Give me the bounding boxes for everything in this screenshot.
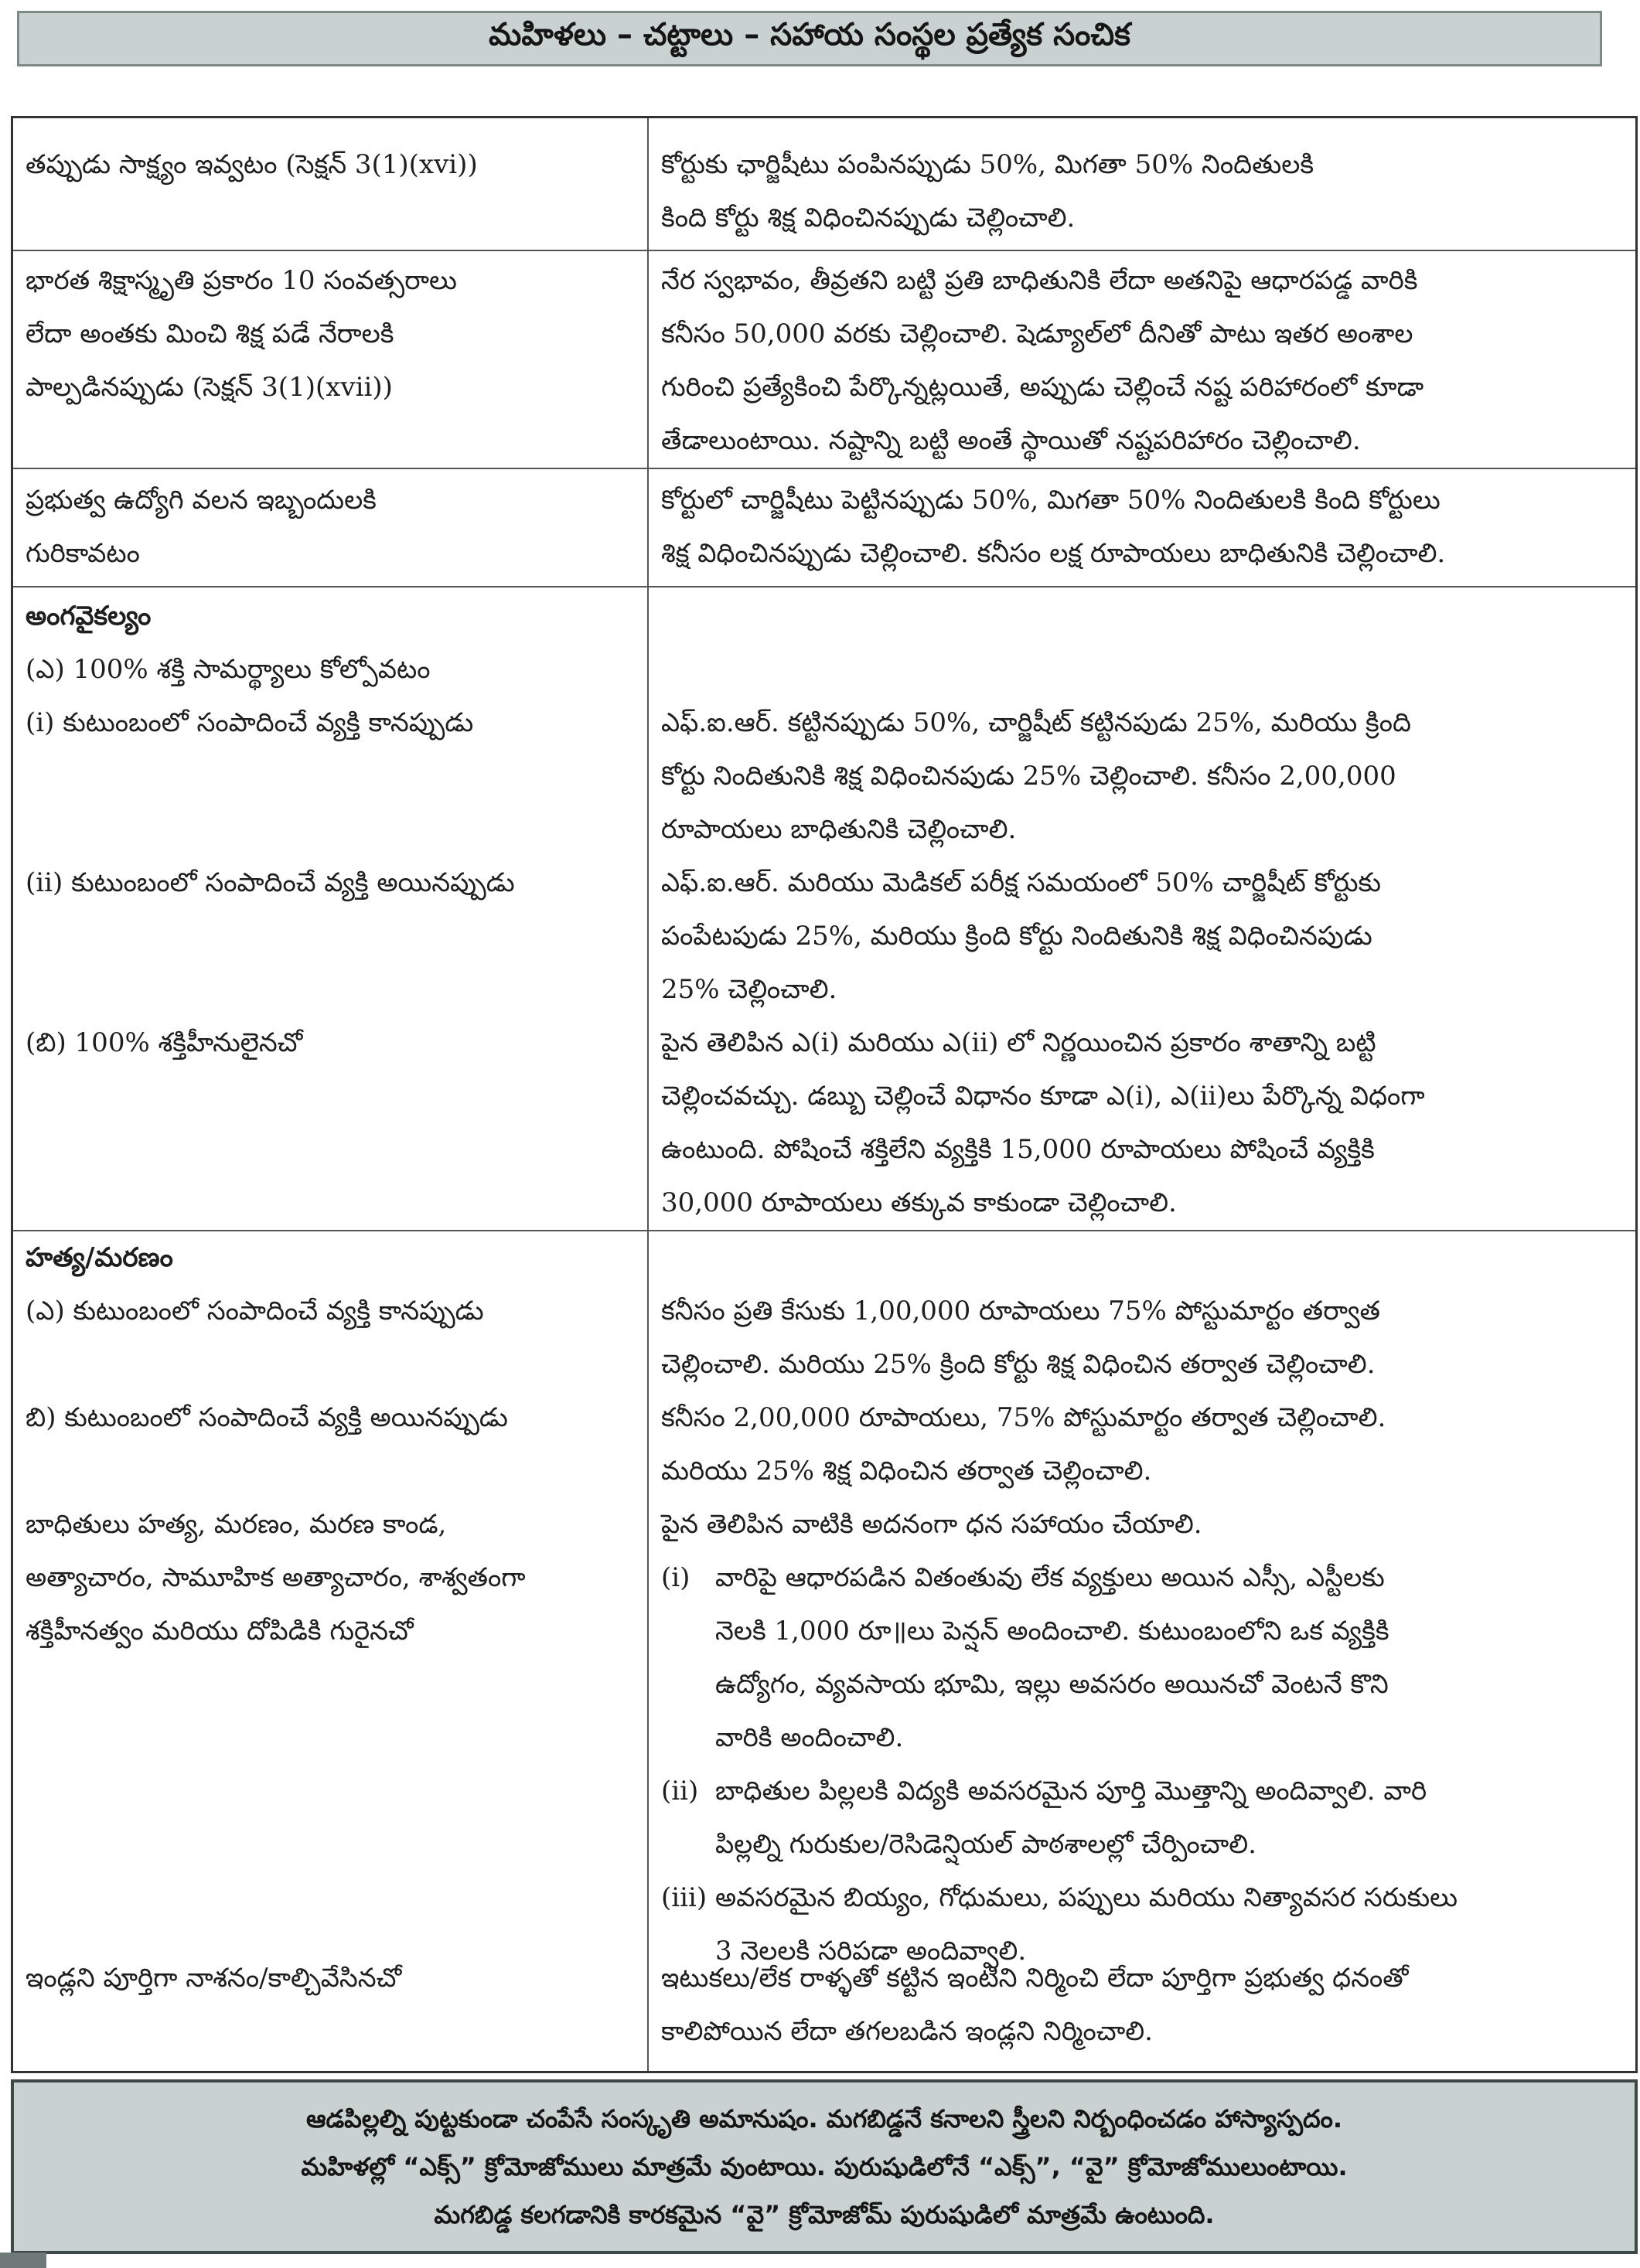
item-text-line: చెల్లించాలి. మరియు 25% క్రింది కోర్టు శిక్ష విధించిన తర్వాత చెల్లించాలి. <box>661 1349 1376 1380</box>
sub-item-line: వారికి అందించాలి. <box>715 1722 904 1753</box>
item-text-line: రూపాయలు బాధితునికి చెల్లించాలి. <box>661 814 1017 845</box>
sub-item-label: (ii) <box>661 1776 699 1807</box>
row-2-right <box>661 254 1628 468</box>
row-3-right-line: శిక్ష విధించినప్పుడు చెల్లించాలి. కనీసం లక్ష రూపాయలు బాధితునికి చెల్లించాలి. <box>661 538 1446 569</box>
section-heading-disability: అంగవైకల్యం <box>26 601 152 632</box>
row-1-right-line: కోర్టుకు ఛార్జిషీటు పంపినప్పుడు 50%, మిగతా 50% నిందితులకి <box>661 149 1314 180</box>
notice-box <box>11 2079 1638 2254</box>
item-label-line: బాధితులు హత్య, మరణం, మరణ కాండ, <box>26 1509 447 1540</box>
item-text-line: కాలిపోయిన లేదా తగలబడిన ఇండ్లని నిర్మించాలి. <box>661 2016 1153 2047</box>
page-title: మహిళలు – చట్టాలు – సహాయ సంస్థల ప్రత్యేక సంచిక <box>489 17 1130 53</box>
row-2-right-line: గురించి ప్రత్యేకించి పేర్కొన్నట్లయితే, అప్పుడు చెల్లించే నష్ట పరిహారంలో కూడా <box>661 372 1424 403</box>
row-separator <box>13 250 1635 251</box>
item-text-line: ఎఫ్.ఐ.ఆర్. కట్టినప్పుడు 50%, చార్జిషీట్ కట్టినపుడు 25%, మరియు క్రింది <box>661 707 1412 738</box>
notice-line: మగబిడ్డ కలగడానికి కారకమైన “వై” క్రోమోజోమ్ పురుషుడిలో మాత్రమే ఉంటుంది. <box>434 2200 1215 2229</box>
sub-item-line: బాధితుల పిల్లలకి విద్యకి అవసరమైన పూర్తి మొత్తాన్ని అందివ్వాలి. వారి <box>715 1776 1427 1807</box>
item-label: (ii) కుటుంబంలో సంపాదించే వ్యక్తి అయినప్పుడు <box>26 867 515 898</box>
notice-line: మహిళల్లో “ఎక్స్” క్రోమోజోములు మాత్రమే వుంటాయి. పురుషుడిలోనే “ఎక్స్”, “వై” క్రోమోజోములుంటాయి. <box>301 2152 1348 2181</box>
section-heading-death: హత్య/మరణం <box>26 1242 173 1273</box>
item-text-line: 30,000 రూపాయలు తక్కువ కాకుండా చెల్లించాలి. <box>661 1187 1177 1218</box>
row-3-left-line: గురికావటం <box>26 538 140 569</box>
row-5-left-b <box>26 1391 636 1445</box>
item-label: (i) కుటుంబంలో సంపాదించే వ్యక్తి కానప్పుడు <box>26 707 474 738</box>
item-intro: పైన తెలిపిన వాటికి అదనంగా ధన సహాయం చేయాలి. <box>661 1509 1202 1540</box>
row-3-left <box>26 474 636 581</box>
row-5-right-b <box>661 1391 1628 1498</box>
row-1-right-line: కింది కోర్టు శిక్ష విధించినప్పుడు చెల్లించాలి. <box>661 203 1076 233</box>
item-text-line: కనీసం 2,00,000 రూపాయలు, 75% పోస్టుమార్టం తర్వాత చెల్లించాలి. <box>661 1402 1386 1433</box>
sub-item-label: (iii) <box>661 1882 707 1913</box>
sub-item-line: పిల్లల్ని గురుకుల/రెసిడెన్షియల్ పాఠశాలల్లో చేర్పించాలి. <box>715 1829 1256 1860</box>
sub-item-i <box>661 1551 1628 1765</box>
row-2-right-line: తేడాలుంటాయి. నష్టాన్ని బట్టి అంతే స్థాయితో నష్టపరిహారం చెల్లించాలి. <box>661 425 1361 456</box>
item-text-line: చెల్లించవచ్చు. డబ్బు చెల్లించే విధానం కూడా ఎ(i), ఎ(ii)లు పేర్కొన్న విధంగా <box>661 1081 1425 1112</box>
sub-item-line: ఉద్యోగం, వ్యవసాయ భూమి, ఇల్లు అవసరం అయినచో వెంటనే కొని <box>715 1669 1389 1700</box>
item-label-line: శక్తిహీనత్వం మరియు దోపిడికి గురైనచో <box>26 1616 414 1647</box>
item-text-line: కనీసం ప్రతి కేసుకు 1,00,000 రూపాయలు 75% పోస్టుమార్టం తర్వాత <box>661 1296 1380 1326</box>
row-1-left <box>26 138 636 192</box>
item-text-line: ఇటుకలు/లేక రాళ్ళతో కట్టిన ఇంటిని నిర్మించి లేదా పూర్తిగా ప్రభుత్వ ధనంతో <box>661 1963 1409 1994</box>
row-2-left-line: పాల్పడినప్పుడు (సెక్షన్ 3(1)(xvii)) <box>26 372 393 403</box>
row-3-right <box>661 474 1628 581</box>
column-divider <box>647 118 649 2071</box>
item-text-line: కోర్టు నిందితునికి శిక్ష విధించినపుడు 25% చెల్లించాలి. కనీసం 2,00,000 <box>661 761 1396 792</box>
row-4-right-b <box>661 856 1628 1017</box>
row-1-left-line: తప్పుడు సాక్ష్యం ఇవ్వటం (సెక్షన్ 3(1)(xvi)) <box>26 149 478 180</box>
row-2-left <box>26 254 636 414</box>
item-text-line: ఉంటుంది. పోషించే శక్తిలేని వ్యక్తికి 15,000 రూపాయలు పోషించే వ్యక్తికి <box>661 1134 1375 1165</box>
compensation-table <box>11 116 1638 2073</box>
row-1-right <box>661 138 1628 245</box>
page-corner-marker <box>0 2253 46 2268</box>
sub-item-label: (i) <box>661 1562 690 1593</box>
sub-item-line: అవసరమైన బియ్యం, గోధుమలు, పప్పులు మరియు నిత్యావసర సరుకులు <box>715 1882 1458 1913</box>
row-5-left-d <box>26 1952 636 2005</box>
sub-item-line: 3 నెలలకి సరిపడా అందివ్వాలి. <box>715 1936 1027 1967</box>
row-3-right-line: కోర్టులో చార్జిషీటు పెట్టినప్పుడు 50%, మిగతా 50% నిందితులకి కింది కోర్టులు <box>661 485 1441 516</box>
row-5-left <box>26 1231 636 1338</box>
row-2-right-line: నేర స్వభావం, తీవ్రతని బట్టి ప్రతి బాధితునికి లేదా అతనిపై ఆధారపడ్డ వారికి <box>661 265 1418 296</box>
row-4-right-a <box>661 696 1628 856</box>
row-5-left-c <box>26 1498 636 1658</box>
item-text-line: 25% చెల్లించాలి. <box>661 974 837 1005</box>
sub-heading: (ఎ) 100% శక్తి సామర్థ్యాలు కోల్పోవటం <box>26 654 431 685</box>
notice-line: ఆడపిల్లల్ని పుట్టకుండా చంపేసే సంస్కృతి అమానుషం. మగబిడ్డనే కనాలని స్త్రీలని నిర్బంధించడం హాస్యాస్పదం. <box>305 2104 1343 2133</box>
item-text-line: మరియు 25% శిక్ష విధించిన తర్వాత చెల్లించాలి. <box>661 1456 1152 1486</box>
row-5-right-c <box>661 1498 1628 1978</box>
row-2-right-line: కనీసం 50,000 వరకు చెల్లించాలి. షెడ్యూల్‌లో దీనితో పాటు ఇతర అంశాల <box>661 318 1413 349</box>
sub-item-line: నెలకి 1,000 రూ॥లు పెన్షన్ అందించాలి. కుటుంబంలోని ఒక వ్యక్తికి <box>715 1616 1389 1647</box>
sub-item-line: వారిపై ఆధారపడిన వితంతువు లేక వ్యక్తులు అయిన ఎస్సీ, ఎస్టీలకు <box>715 1562 1385 1593</box>
row-4-left-b <box>26 856 636 910</box>
item-label: (బి) 100% శక్తిహీనులైనచో <box>26 1027 303 1058</box>
row-2-left-line: లేదా అంతకు మించి శిక్ష పడే నేరాలకి <box>26 318 394 349</box>
item-label: (ఎ) కుటుంబంలో సంపాదించే వ్యక్తి కానప్పుడు <box>26 1296 484 1326</box>
row-separator <box>13 586 1635 587</box>
row-5-right-a <box>661 1285 1628 1391</box>
row-3-left-line: ప్రభుత్వ ఉద్యోగి వలన ఇబ్బందులకి <box>26 485 377 516</box>
item-text-line: పంపేటపుడు 25%, మరియు క్రింది కోర్టు నిందితునికి శిక్ష విధించినపుడు <box>661 921 1372 952</box>
sub-item-ii <box>661 1765 1628 1871</box>
item-text-line: పైన తెలిపిన ఎ(i) మరియు ఎ(ii) లో నిర్ణయించిన ప్రకారం శాతాన్ని బట్టి <box>661 1027 1376 1058</box>
item-label-line: అత్యాచారం, సామూహిక అత్యాచారం, శాశ్వతంగా <box>26 1562 526 1593</box>
row-4-left <box>26 590 636 750</box>
row-4-left-c <box>26 1017 636 1070</box>
item-text-line: ఎఫ్.ఐ.ఆర్. మరియు మెడికల్ పరీక్ష సమయంలో 50% చార్జిషీట్ కోర్టుకు <box>661 867 1381 898</box>
row-5-right-d <box>661 1952 1628 2059</box>
item-label: బి) కుటుంబంలో సంపాదించే వ్యక్తి అయినప్పుడు <box>26 1402 508 1433</box>
item-label: ఇండ్లని పూర్తిగా నాశనం/కాల్చివేసినచో <box>26 1963 402 1994</box>
row-2-left-line: భారత శిక్షాస్మృతి ప్రకారం 10 సంవత్సరాలు <box>26 265 457 296</box>
title-band <box>17 11 1602 66</box>
row-4-right-c <box>661 1017 1628 1230</box>
row-separator <box>13 468 1635 469</box>
